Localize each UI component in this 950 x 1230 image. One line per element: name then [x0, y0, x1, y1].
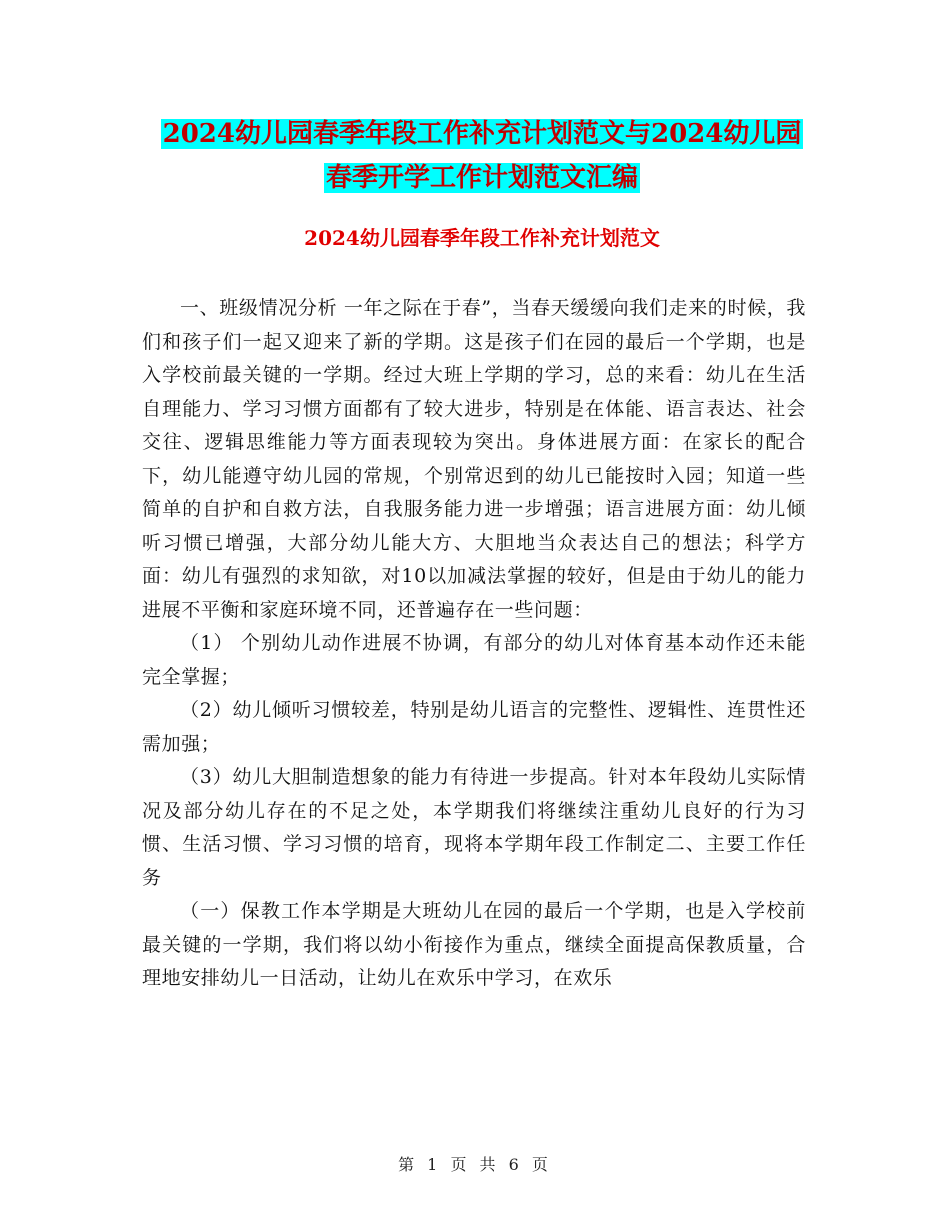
document-title-line-2: 春季开学工作计划范文汇编	[325, 163, 638, 193]
page-number-footer: 第 1 页 共 6 页	[398, 1155, 552, 1174]
document-title	[142, 112, 822, 200]
paragraph: 一、班级情况分析 一年之际在于春”，当春天缓缓向我们走来的时候，我们和孩子们一起又迎来了新的学期。这是孩子们在园的最后一个学期，也是入学校前最关键的一学期。经过大班上学期的学习，总的来看：幼儿在生活自理能力、学习习惯方面都有了较大进步，特别是在体能、语言表达、社会交往、逻辑思维能力等方面表现较为突出。身体进展方面：在家长的配合下，幼儿能遵守幼儿园的常规，个别常迟到的幼儿已能按时入园；知道一些简单的自护和自救方法，自我服务能力进一步增强；语言进展方面：幼儿倾听习惯已增强，大部分幼儿能大方、大胆地当众表达自己的想法；科学方面：幼儿有强烈的求知欲，对10以加减法掌握的较好，但是由于幼儿的能力进展不平衡和家庭环境不同，还普遍存在一些问题：	[142, 297, 806, 621]
paragraph: （3）幼儿大胆制造想象的能力有待进一步提高。针对本年段幼儿实际情况及部分幼儿存在的不足之处，本学期我们将继续注重幼儿良好的行为习惯、生活习惯、学习习惯的培育，现将本学期年段工作制定二、主要工作任务	[142, 766, 806, 889]
paragraph: （2）幼儿倾听习惯较差，特别是幼儿语言的完整性、逻辑性、连贯性还需加强；	[142, 699, 806, 755]
paragraph: （1） 个别幼儿动作进展不协调，有部分的幼儿对体育基本动作还未能完全掌握；	[142, 632, 806, 688]
document-title-line-1: 2024幼儿园春季年段工作补充计划范文与2024幼儿园	[162, 119, 802, 149]
body-text	[142, 292, 806, 996]
section-title: 2024幼儿园春季年段工作补充计划范文	[304, 226, 660, 250]
paragraph: （一）保教工作本学期是大班幼儿在园的最后一个学期，也是入学校前最关键的一学期，我们将以幼小衔接作为重点，继续全面提高保教质量，合理地安排幼儿一日活动，让幼儿在欢乐中学习，在欢乐	[142, 900, 806, 989]
